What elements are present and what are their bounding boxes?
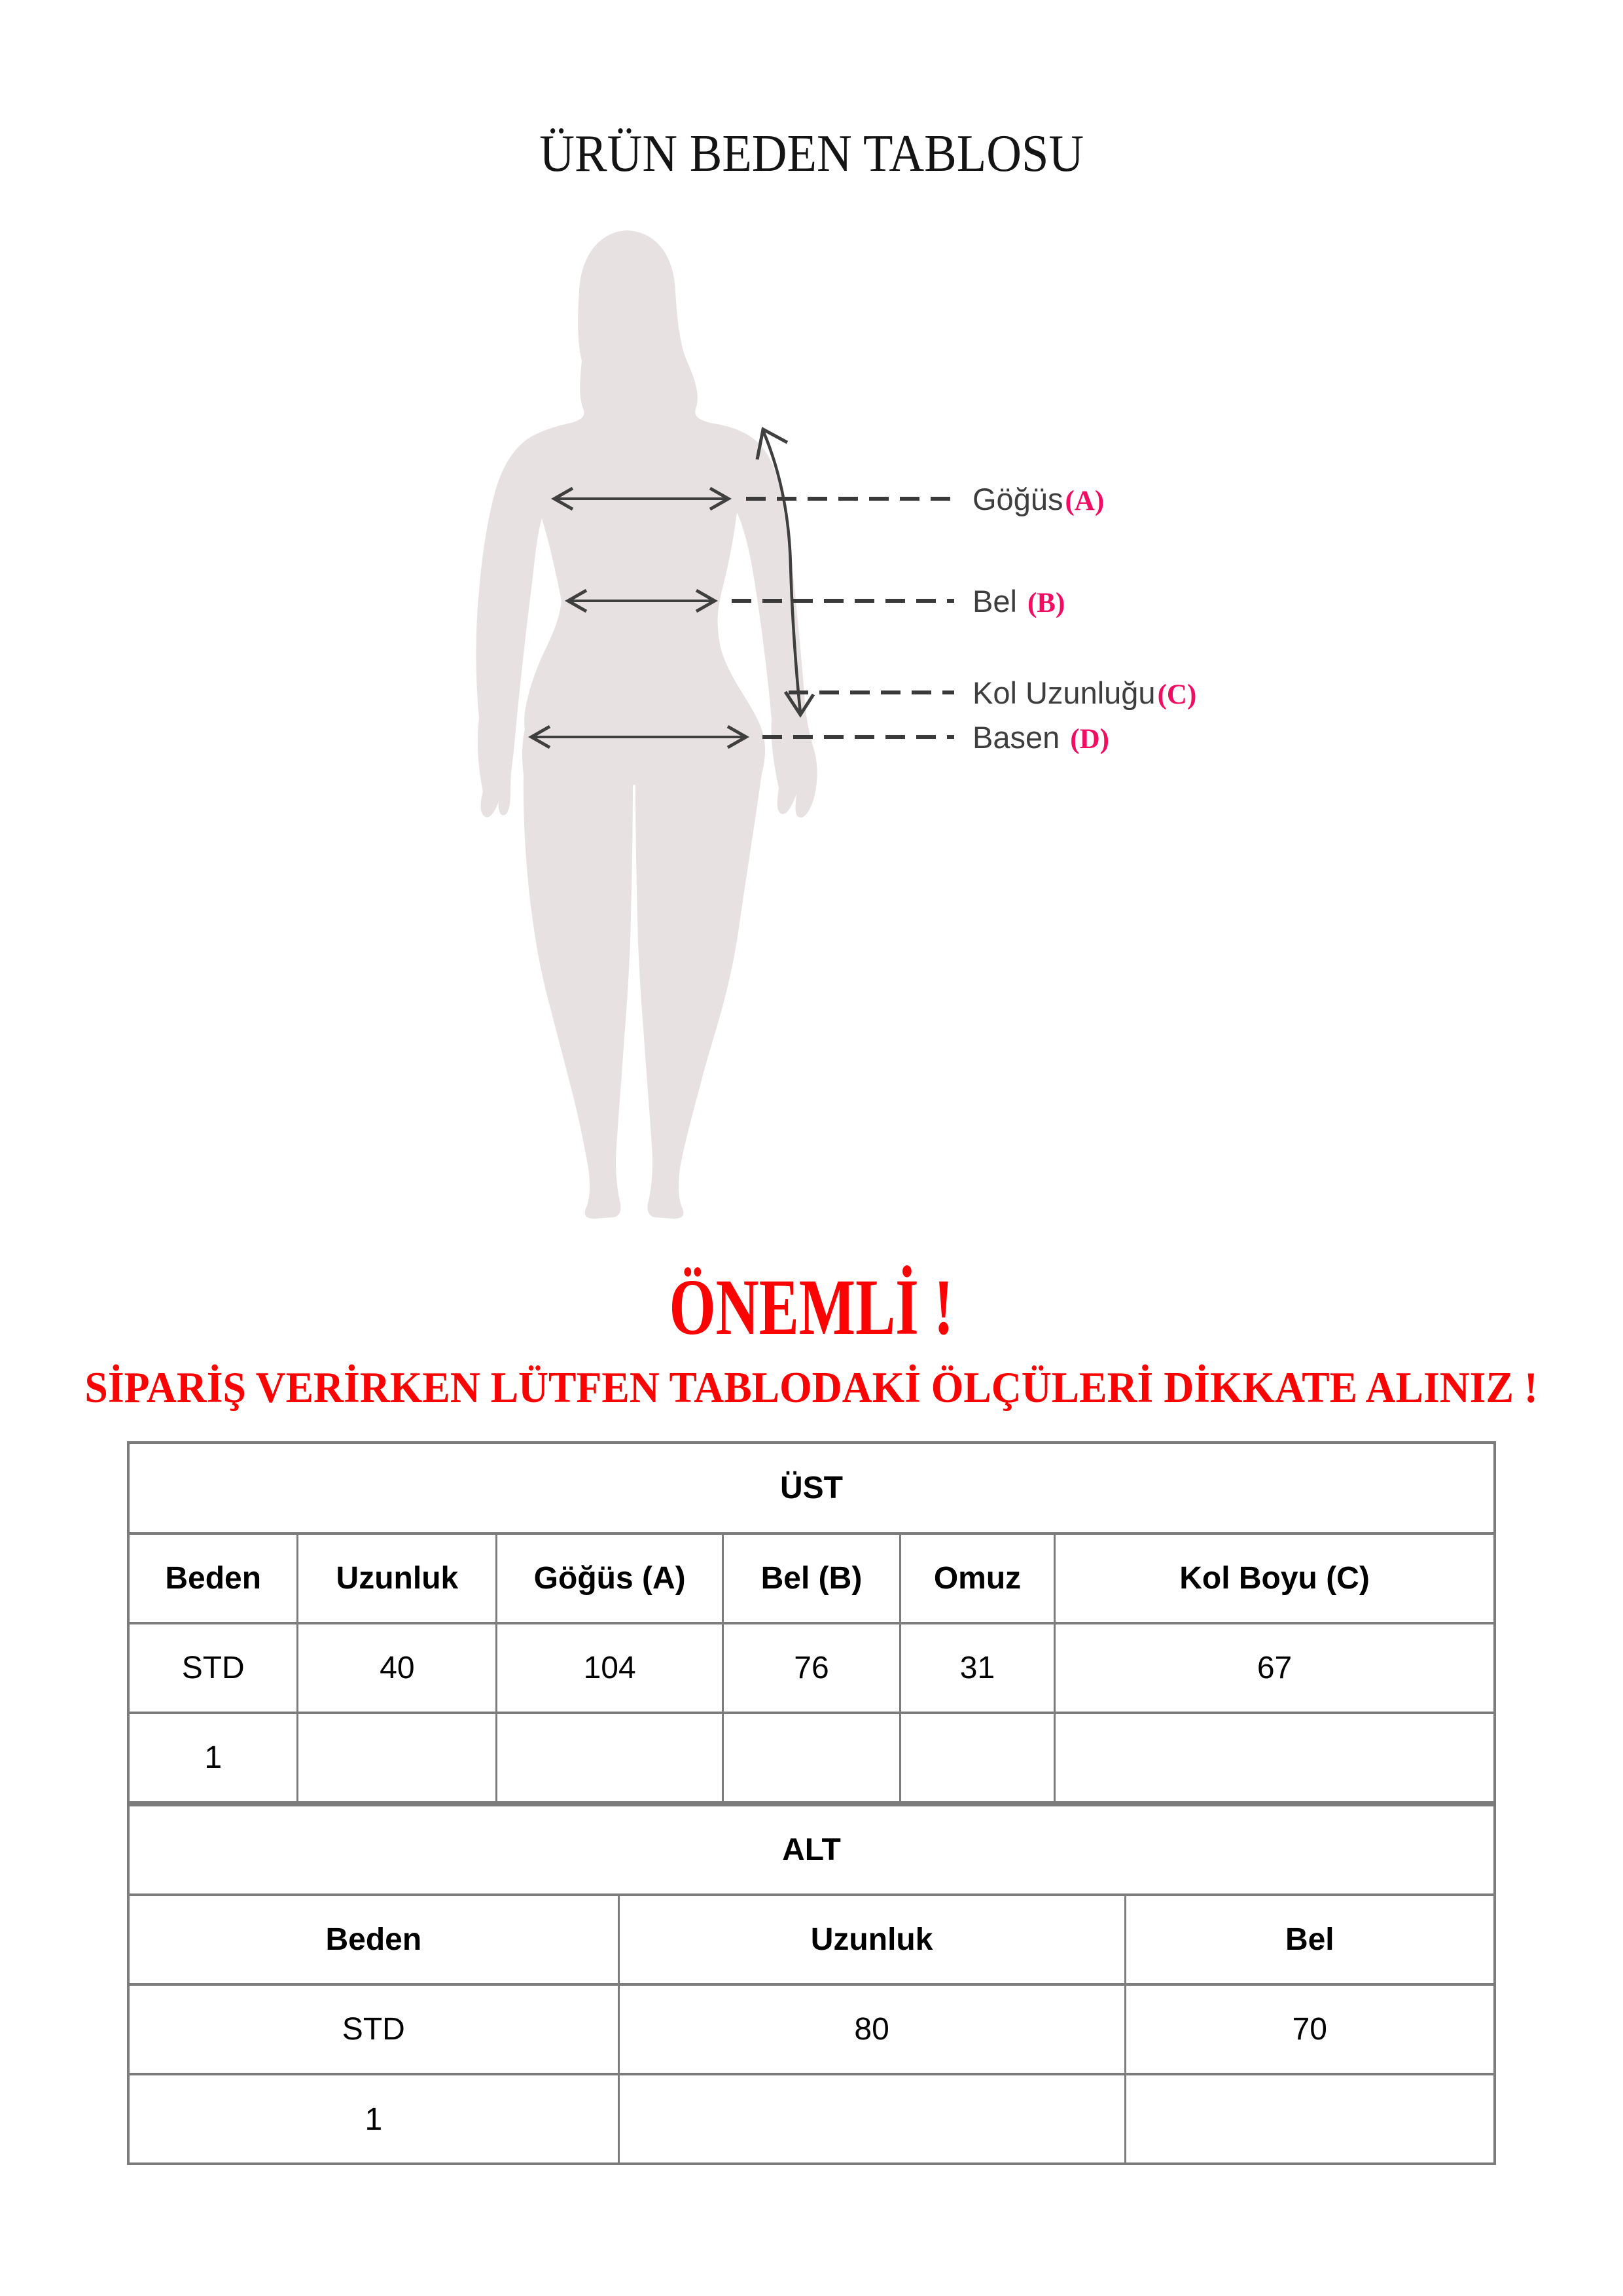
column-header-bel: Bel: [1125, 1895, 1493, 1984]
section-header-alt: ALT: [130, 1805, 1493, 1895]
column-header-uzunluk: Uzunluk: [298, 1534, 497, 1623]
waist-label-text: Bel: [972, 584, 1017, 619]
table-row-std: [130, 1984, 1493, 2074]
section-header-row: [130, 1444, 1493, 1534]
female-silhouette-icon: [476, 230, 817, 1219]
table-cell: [723, 1713, 901, 1803]
warning-subheading: [0, 1363, 1623, 1413]
warning-heading-text: ÖNEMLİ !: [669, 1263, 954, 1352]
page-title: [0, 124, 1623, 184]
table-cell: 1: [130, 1713, 298, 1803]
chest-label-code: (A): [1065, 486, 1105, 516]
body-measurement-diagram: [458, 216, 969, 1224]
table-cell: STD: [130, 1984, 618, 2074]
table-cell: 76: [723, 1623, 901, 1713]
page-title-text: ÜRÜN BEDEN TABLOSU: [539, 125, 1084, 183]
warning-heading: [0, 1262, 1623, 1354]
hip-measure-label: [972, 719, 1109, 756]
column-header-omuz: Omuz: [900, 1534, 1054, 1623]
warning-subheading-text: SİPARİŞ VERİRKEN LÜTFEN TABLODAKİ ÖLÇÜLERİ DİKKATE ALINIZ !: [84, 1363, 1539, 1412]
column-header-beden: Beden: [130, 1895, 618, 1984]
column-header-gogus: Göğüs (A): [497, 1534, 723, 1623]
size-table: [127, 1441, 1496, 2165]
size-table-bottom-section: [130, 1804, 1493, 2164]
table-cell: 1: [130, 2074, 618, 2164]
column-header-row: [130, 1895, 1493, 1984]
table-cell: 104: [497, 1623, 723, 1713]
column-header-row: [130, 1534, 1493, 1623]
arm-length-label-code: (C): [1157, 679, 1197, 710]
hip-label-text: Basen: [972, 720, 1060, 755]
table-cell: 40: [298, 1623, 497, 1713]
section-header-ust: ÜST: [130, 1444, 1493, 1534]
table-row-std: [130, 1623, 1493, 1713]
table-cell: [1125, 2074, 1493, 2164]
table-cell: 80: [618, 1984, 1125, 2074]
table-cell: 31: [900, 1623, 1054, 1713]
waist-measure-label: [972, 583, 1065, 620]
table-cell: [1055, 1713, 1493, 1803]
chest-label-text: Göğüs: [972, 482, 1063, 516]
table-cell: [618, 2074, 1125, 2164]
size-table-top-section: [130, 1444, 1493, 1804]
table-cell: STD: [130, 1623, 298, 1713]
table-cell: [900, 1713, 1054, 1803]
table-cell: 70: [1125, 1984, 1493, 2074]
column-header-bel: Bel (B): [723, 1534, 901, 1623]
column-header-beden: Beden: [130, 1534, 298, 1623]
chest-measure-label: [972, 481, 1104, 518]
table-cell: 67: [1055, 1623, 1493, 1713]
table-row-1: [130, 1713, 1493, 1803]
arm-length-label-text: Kol Uzunluğu: [972, 675, 1156, 710]
hip-label-code: (D): [1070, 724, 1109, 755]
column-header-uzunluk: Uzunluk: [618, 1895, 1125, 1984]
table-row-1: [130, 2074, 1493, 2164]
column-header-kol-boyu: Kol Boyu (C): [1055, 1534, 1493, 1623]
arm-length-measure-label: [972, 675, 1196, 711]
table-cell: [298, 1713, 497, 1803]
waist-label-code: (B): [1027, 588, 1065, 619]
table-cell: [497, 1713, 723, 1803]
section-header-row: [130, 1805, 1493, 1895]
